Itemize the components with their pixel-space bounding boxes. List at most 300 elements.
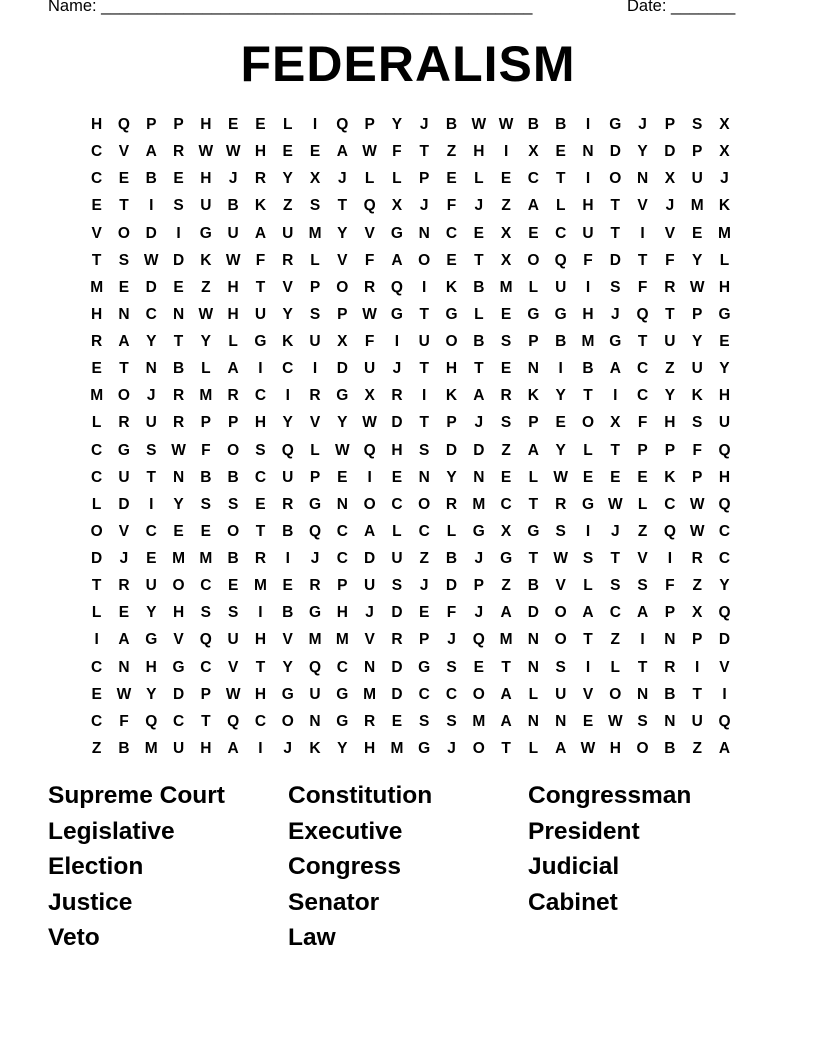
grid-letter: S	[692, 414, 703, 432]
grid-letter: U	[555, 278, 567, 296]
grid-letter: J	[610, 522, 620, 540]
grid-letter: G	[390, 224, 403, 242]
grid-row	[83, 247, 743, 274]
grid-letter: N	[582, 143, 594, 161]
grid-letter: Y	[337, 414, 348, 432]
grid-letter: A	[582, 604, 594, 622]
grid-letter: G	[500, 550, 513, 567]
grid-letter: O	[336, 278, 349, 296]
grid-letter: Z	[501, 197, 511, 215]
grid-letter: N	[364, 658, 376, 676]
grid-letter: P	[364, 116, 375, 133]
grid-letter: U	[364, 360, 376, 378]
grid-letter: J	[228, 170, 238, 188]
grid-letter: T	[501, 739, 511, 757]
grid-letter: E	[555, 143, 566, 161]
grid-letter: I	[558, 360, 563, 378]
grid-letter: B	[445, 550, 458, 567]
grid-letter: Z	[91, 739, 102, 757]
grid-letter: M	[499, 631, 513, 649]
grid-letter: K	[200, 251, 212, 269]
grid-row	[83, 599, 743, 626]
grid-letter: N	[172, 305, 185, 323]
grid-letter: C	[336, 550, 348, 567]
grid-letter: E	[500, 170, 512, 188]
grid-letter: T	[419, 305, 429, 323]
grid-letter: U	[582, 224, 594, 242]
grid-letter: C	[91, 441, 103, 459]
grid-letter: T	[419, 143, 429, 161]
grid-letter: O	[281, 712, 294, 730]
grid-letter: E	[282, 143, 293, 161]
grid-letter: E	[500, 468, 512, 486]
grid-letter: G	[199, 224, 212, 242]
grid-letter: P	[173, 116, 184, 133]
grid-letter: Y	[282, 170, 293, 188]
grid-letter: M	[172, 550, 185, 567]
grid-letter: B	[172, 360, 185, 378]
grid-letter: Y	[282, 414, 293, 432]
grid-letter: G	[472, 522, 485, 540]
grid-letter: X	[719, 116, 730, 133]
grid-row	[83, 355, 743, 382]
grid-row	[83, 626, 743, 653]
grid-letter: S	[637, 577, 648, 595]
grid-letter: Y	[146, 604, 157, 622]
grid-letter: X	[610, 414, 621, 432]
grid-letter: R	[664, 278, 676, 296]
grid-letter: J	[419, 116, 429, 133]
grid-letter: S	[446, 712, 457, 730]
grid-letter: W	[116, 685, 132, 703]
grid-letter: Q	[308, 522, 322, 540]
grid-letter: T	[146, 468, 156, 486]
grid-letter: I	[585, 658, 591, 676]
grid-letter: B	[664, 739, 676, 757]
grid-letter: Y	[719, 577, 730, 595]
grid-letter: B	[118, 739, 130, 757]
grid-row	[83, 165, 743, 192]
grid-letter: V	[282, 278, 293, 296]
grid-letter: Y	[719, 360, 730, 378]
grid-letter: M	[472, 712, 486, 730]
grid-letter: Q	[718, 495, 731, 513]
grid-letter: N	[418, 468, 430, 486]
grid-letter: E	[528, 224, 539, 242]
grid-letter: P	[146, 116, 157, 133]
grid-letter: L	[310, 251, 320, 269]
grid-letter: G	[117, 441, 130, 459]
grid-letter: E	[473, 224, 484, 242]
grid-row	[83, 409, 743, 436]
grid-letter: P	[419, 170, 430, 188]
grid-letter: M	[581, 333, 595, 350]
grid-letter: G	[390, 305, 403, 323]
word-bank-item: Cabinet	[528, 888, 618, 916]
grid-letter: Z	[692, 577, 702, 595]
word-bank-item: Constitution	[288, 782, 433, 809]
grid-letter: E	[582, 712, 594, 730]
grid-letter: I	[367, 468, 372, 486]
grid-letter: N	[418, 224, 430, 242]
grid-letter: V	[118, 143, 130, 161]
grid-letter: T	[91, 577, 102, 595]
grid-letter: U	[145, 577, 157, 595]
grid-letter: V	[337, 251, 348, 269]
grid-row	[83, 111, 743, 138]
name-field-label: Name: _______________________________________________	[48, 0, 533, 15]
grid-letter: I	[394, 333, 400, 350]
grid-letter: P	[227, 414, 239, 432]
grid-letter: X	[391, 197, 403, 215]
grid-letter: Q	[336, 116, 349, 133]
grid-letter: H	[172, 604, 185, 622]
grid-letter: R	[118, 577, 130, 595]
grid-letter: C	[336, 522, 348, 540]
grid-letter: A	[227, 360, 239, 378]
grid-letter: Y	[282, 305, 293, 323]
grid-letter: V	[309, 414, 321, 432]
grid-letter: T	[173, 333, 184, 350]
grid-letter: V	[719, 658, 730, 676]
grid-letter: I	[94, 631, 99, 649]
grid-letter: I	[258, 360, 263, 378]
grid-letter: E	[419, 604, 430, 622]
grid-letter: M	[90, 278, 104, 296]
grid-letter: T	[637, 658, 648, 676]
grid-letter: S	[309, 197, 321, 215]
grid-letter: J	[146, 387, 156, 405]
grid-letter: G	[527, 305, 540, 323]
grid-letter: T	[637, 251, 648, 269]
grid-letter: L	[91, 414, 102, 432]
grid-letter: A	[500, 712, 512, 730]
grid-letter: R	[282, 251, 294, 269]
grid-letter: L	[392, 170, 402, 188]
grid-letter: Q	[227, 712, 240, 730]
grid-letter: C	[418, 685, 430, 703]
grid-row	[83, 192, 743, 219]
grid-letter: G	[308, 604, 322, 622]
grid-row	[83, 681, 743, 708]
word-bank-item: Election	[48, 853, 144, 880]
grid-letter: U	[691, 360, 703, 378]
grid-letter: R	[555, 495, 567, 513]
grid-letter: P	[692, 468, 703, 486]
grid-letter: P	[692, 143, 703, 161]
grid-letter: F	[119, 712, 129, 730]
grid-letter: J	[474, 604, 484, 622]
grid-letter: I	[312, 360, 318, 378]
grid-letter: S	[419, 712, 430, 730]
grid-letter: H	[227, 278, 239, 296]
page-title: FEDERALISM	[240, 36, 576, 92]
grid-letter: T	[419, 414, 429, 432]
grid-letter: R	[254, 170, 267, 188]
grid-letter: I	[585, 170, 591, 188]
grid-letter: Z	[665, 360, 675, 378]
grid-letter: V	[227, 658, 239, 676]
grid-letter: M	[690, 197, 704, 215]
grid-letter: R	[691, 550, 703, 567]
grid-row	[83, 382, 743, 409]
grid-letter: C	[636, 360, 649, 378]
grid-letter: C	[336, 658, 348, 676]
grid-letter: O	[554, 604, 567, 622]
grid-letter: W	[198, 305, 214, 323]
grid-letter: I	[285, 550, 290, 567]
grid-letter: E	[500, 305, 512, 323]
grid-letter: C	[200, 577, 212, 595]
grid-letter: Y	[282, 658, 293, 676]
grid-letter: P	[692, 631, 703, 649]
grid-letter: V	[637, 197, 648, 215]
grid-letter: T	[255, 522, 266, 540]
grid-letter: Q	[718, 712, 731, 730]
grid-letter: Y	[664, 387, 676, 405]
grid-letter: X	[719, 143, 730, 161]
grid-letter: I	[585, 278, 591, 296]
grid-letter: X	[364, 387, 375, 405]
grid-letter: G	[418, 739, 431, 757]
grid-letter: I	[176, 224, 181, 242]
grid-letter: O	[581, 414, 595, 432]
grid-letter: A	[718, 739, 731, 757]
grid-letter: D	[445, 441, 458, 459]
grid-letter: Q	[663, 522, 676, 540]
grid-letter: M	[472, 495, 486, 513]
grid-letter: L	[91, 604, 102, 622]
grid-letter: Q	[117, 116, 130, 133]
grid-letter: Z	[501, 441, 511, 459]
grid-letter: S	[255, 441, 266, 459]
grid-letter: I	[695, 658, 700, 676]
grid-letter: E	[173, 522, 184, 540]
grid-letter: B	[527, 577, 539, 595]
grid-letter: R	[172, 143, 185, 161]
grid-letter: E	[200, 522, 211, 540]
grid-letter: L	[583, 577, 593, 595]
grid-letter: S	[692, 116, 703, 133]
grid-letter: S	[200, 604, 211, 622]
grid-letter: D	[527, 604, 539, 622]
grid-letter: T	[528, 495, 539, 513]
grid-letter: B	[227, 550, 239, 567]
grid-letter: A	[254, 224, 267, 242]
grid-letter: K	[254, 197, 267, 215]
grid-letter: S	[582, 550, 594, 567]
grid-letter: U	[200, 197, 212, 215]
grid-letter: H	[718, 468, 731, 486]
grid-letter: U	[391, 550, 403, 567]
grid-letter: J	[474, 197, 484, 215]
grid-letter: H	[200, 739, 212, 757]
grid-letter: O	[472, 685, 485, 703]
grid-letter: I	[640, 224, 645, 242]
grid-letter: U	[254, 305, 267, 323]
grid-letter: U	[691, 170, 703, 188]
grid-letter: H	[145, 658, 157, 676]
grid-letter: E	[91, 197, 102, 215]
grid-letter: W	[362, 143, 377, 161]
grid-letter: D	[364, 550, 376, 567]
grid-letter: V	[364, 224, 375, 242]
grid-letter: D	[118, 495, 130, 513]
grid-letter: S	[610, 278, 621, 296]
grid-letter: A	[118, 333, 130, 350]
grid-letter: E	[282, 577, 293, 595]
grid-letter: S	[637, 712, 648, 730]
grid-letter: S	[173, 197, 184, 215]
grid-letter: R	[254, 550, 267, 567]
grid-letter: B	[145, 170, 157, 188]
grid-letter: O	[609, 685, 622, 703]
grid-letter: L	[555, 197, 566, 215]
grid-letter: W	[689, 522, 705, 540]
word-bank-item: Executive	[288, 817, 403, 845]
grid-letter: F	[665, 251, 675, 269]
grid-letter: V	[364, 631, 375, 649]
grid-letter: K	[445, 278, 458, 296]
grid-letter: I	[149, 197, 154, 215]
grid-letter: R	[391, 631, 403, 649]
grid-letter: L	[91, 495, 102, 513]
grid-letter: U	[172, 739, 185, 757]
grid-letter: N	[309, 712, 321, 730]
grid-letter: N	[636, 685, 649, 703]
grid-letter: E	[610, 468, 621, 486]
grid-letter: N	[527, 658, 539, 676]
grid-letter: A	[527, 441, 539, 459]
grid-letter: W	[607, 712, 623, 730]
grid-letter: C	[500, 495, 512, 513]
grid-letter: P	[200, 685, 211, 703]
grid-letter: E	[337, 468, 348, 486]
grid-letter: E	[446, 170, 457, 188]
grid-letter: J	[610, 305, 620, 323]
grid-letter: P	[200, 414, 211, 432]
grid-letter: H	[718, 387, 731, 405]
grid-letter: D	[609, 251, 621, 269]
grid-letter: P	[692, 305, 703, 323]
grid-letter: S	[555, 522, 566, 540]
grid-letter: B	[582, 360, 594, 378]
grid-letter: V	[118, 522, 130, 540]
grid-letter: Z	[610, 631, 621, 649]
grid-letter: W	[580, 739, 596, 757]
grid-letter: U	[718, 414, 731, 432]
grid-letter: L	[364, 170, 375, 188]
grid-letter: M	[308, 631, 322, 649]
grid-letter: U	[145, 414, 157, 432]
grid-letter: G	[336, 685, 349, 703]
grid-letter: I	[285, 387, 290, 405]
grid-letter: E	[391, 712, 403, 730]
grid-letter: V	[637, 550, 648, 567]
grid-letter: C	[718, 550, 731, 567]
grid-letter: S	[227, 604, 239, 622]
grid-letter: N	[145, 360, 157, 378]
grid-letter: L	[282, 116, 293, 133]
grid-letter: X	[528, 143, 539, 161]
grid-letter: C	[91, 143, 103, 161]
grid-letter: F	[637, 278, 648, 296]
grid-letter: W	[471, 116, 487, 133]
grid-letter: G	[581, 495, 595, 513]
grid-letter: W	[689, 278, 705, 296]
grid-letter: D	[391, 685, 403, 703]
grid-letter: R	[364, 278, 376, 296]
grid-letter: V	[555, 577, 566, 595]
grid-letter: H	[91, 305, 103, 323]
grid-letter: N	[636, 170, 649, 188]
grid-letter: U	[691, 712, 703, 730]
grid-letter: F	[255, 251, 266, 269]
grid-row	[83, 464, 743, 491]
grid-letter: C	[555, 224, 567, 242]
grid-letter: C	[200, 658, 212, 676]
grid-letter: M	[499, 278, 513, 296]
grid-letter: Q	[308, 658, 322, 676]
grid-letter: O	[609, 170, 622, 188]
grid-letter: D	[391, 414, 403, 432]
grid-letter: C	[391, 495, 403, 513]
grid-letter: G	[336, 387, 349, 405]
grid-letter: K	[691, 387, 703, 405]
grid-letter: V	[282, 631, 293, 649]
grid-letter: O	[117, 224, 130, 242]
grid-letter: P	[337, 577, 348, 595]
grid-letter: U	[282, 224, 294, 242]
grid-letter: I	[258, 604, 263, 622]
grid-letter: S	[610, 577, 621, 595]
grid-letter: V	[582, 685, 594, 703]
grid-letter: A	[555, 739, 567, 757]
grid-letter: R	[91, 333, 103, 350]
grid-letter: G	[554, 305, 567, 323]
grid-letter: B	[282, 522, 294, 540]
grid-letter: S	[391, 577, 403, 595]
grid-letter: T	[610, 197, 621, 215]
grid-letter: M	[718, 224, 731, 242]
grid-letter: H	[91, 116, 103, 133]
grid-letter: J	[665, 197, 675, 215]
grid-letter: H	[718, 278, 731, 296]
word-bank-item: Legislative	[48, 817, 175, 845]
grid-letter: O	[418, 495, 431, 513]
grid-letter: P	[309, 468, 321, 486]
grid-letter: T	[528, 550, 539, 567]
grid-letter: C	[254, 468, 267, 486]
grid-letter: C	[91, 658, 103, 676]
grid-letter: H	[664, 414, 676, 432]
grid-letter: I	[585, 116, 591, 133]
grid-letter: G	[254, 333, 267, 350]
grid-letter: T	[692, 685, 702, 703]
grid-letter: T	[583, 631, 593, 649]
grid-row	[83, 138, 743, 165]
grid-letter: S	[309, 305, 321, 323]
grid-letter: A	[500, 685, 512, 703]
grid-letter: O	[472, 739, 485, 757]
grid-letter: L	[583, 441, 593, 459]
grid-letter: Y	[146, 685, 157, 703]
grid-letter: T	[474, 251, 484, 269]
grid-letter: U	[555, 685, 567, 703]
grid-letter: S	[200, 495, 211, 513]
grid-row	[83, 491, 743, 518]
grid-letter: Z	[282, 197, 293, 215]
